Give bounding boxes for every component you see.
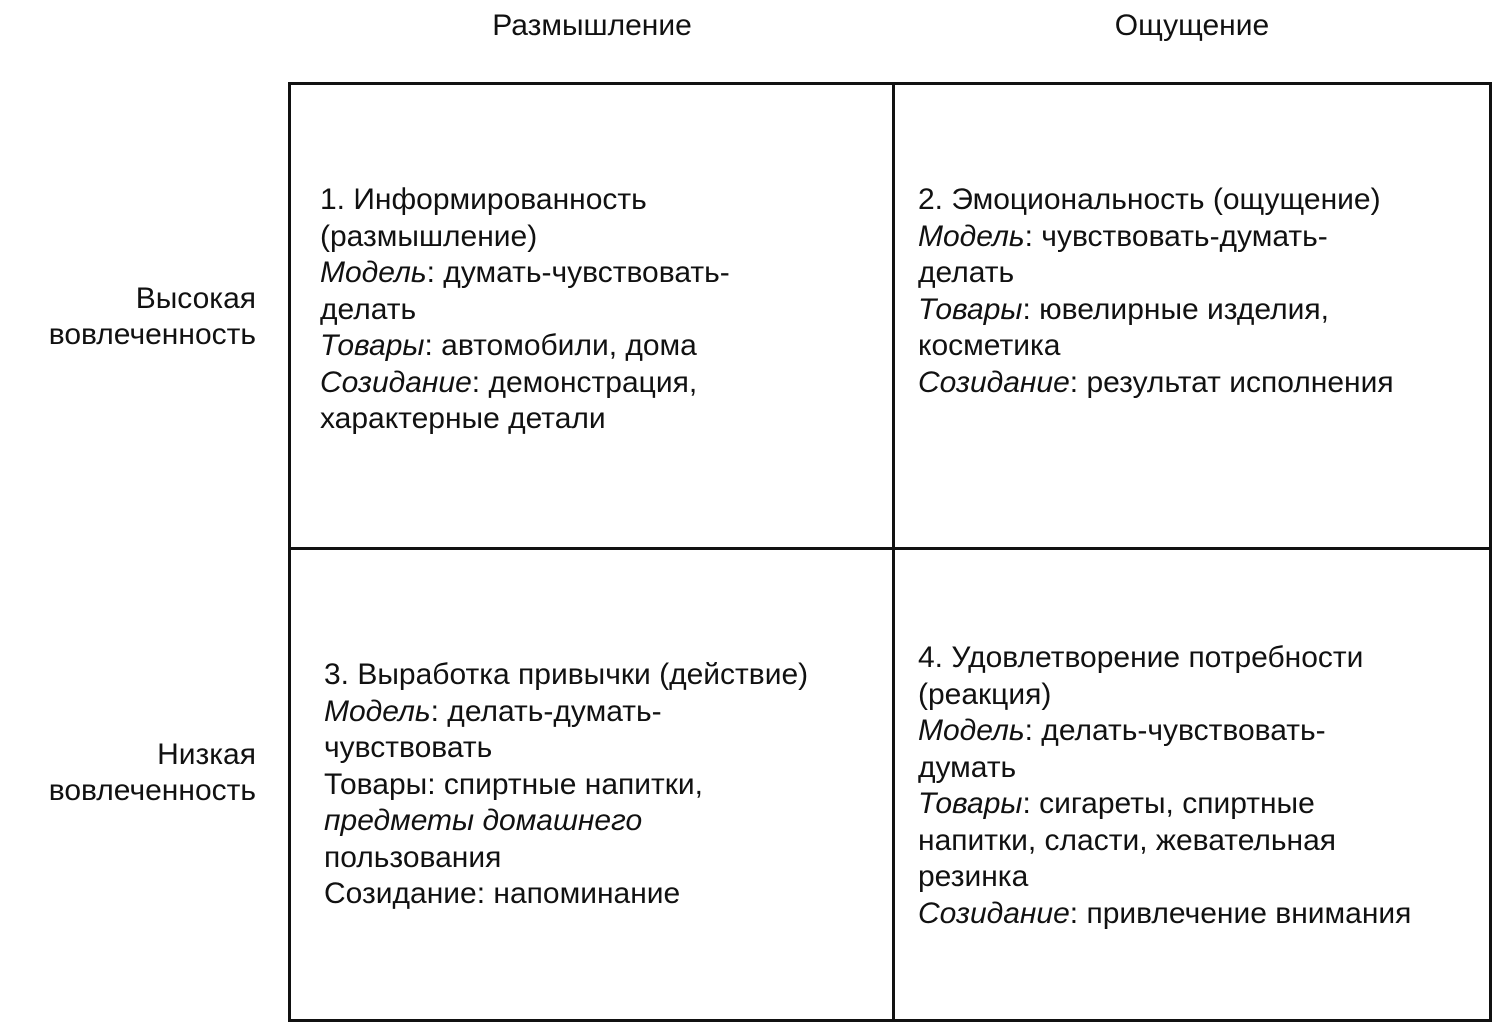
creation-label: Созидание xyxy=(918,896,1070,930)
goods-line xyxy=(918,292,1394,329)
goods-line-cont-italic: предметы домашнего xyxy=(324,804,643,837)
model-line xyxy=(918,713,1411,750)
creation-label: Созидание xyxy=(918,365,1070,399)
model-line-cont: делать xyxy=(320,292,417,326)
goods-line-cont-2: резинка xyxy=(918,860,1029,893)
model-line xyxy=(320,255,730,292)
model-line xyxy=(918,219,1394,256)
goods-label: Товары xyxy=(918,787,1023,820)
row-header-low-involvement xyxy=(49,737,256,809)
model-label: Модель xyxy=(918,219,1025,253)
row-header-low-line2: вовлеченность xyxy=(48,774,256,807)
creation-line: Созидание: напоминание xyxy=(324,877,681,910)
creation-value: : результат исполнения xyxy=(1069,365,1394,399)
quadrant-title-cont: (размышление) xyxy=(320,219,538,253)
goods-line-cont: косметика xyxy=(918,329,1061,362)
quadrant-title: 1. Информированность xyxy=(320,183,647,216)
goods-value: : автомобили, дома xyxy=(424,329,697,362)
creation-label: Созидание xyxy=(320,365,472,399)
column-header-thinking: Размышление xyxy=(492,9,692,42)
quadrant-informativeness xyxy=(320,182,730,438)
model-value: : думать-чувствовать- xyxy=(426,256,730,289)
quadrant-title: 3. Выработка привычки (действие) xyxy=(324,658,809,691)
model-value: : делать-чувствовать- xyxy=(1024,714,1326,747)
goods-line-cont xyxy=(324,803,808,840)
goods-line xyxy=(918,786,1411,823)
row-header-low-line1: Низкая xyxy=(157,738,256,771)
grid-horizontal-divider xyxy=(291,547,1489,550)
model-line-cont: чувствовать xyxy=(324,731,493,764)
goods-value: : ювелирные изделия, xyxy=(1022,292,1329,326)
column-header-feeling: Ощущение xyxy=(1114,9,1270,42)
creation-line xyxy=(918,896,1411,933)
goods-line xyxy=(320,328,730,365)
goods-label: Товары xyxy=(918,292,1023,326)
grid-vertical-divider xyxy=(892,85,895,1019)
model-label: Модель xyxy=(320,256,427,289)
creation-line xyxy=(918,365,1394,402)
creation-value: : привлечение внимания xyxy=(1069,896,1412,930)
quadrant-emotionality xyxy=(918,182,1394,401)
creation-value: : демонстрация, xyxy=(471,365,698,399)
quadrant-title: 4. Удовлетворение потребности xyxy=(918,641,1364,674)
goods-line-cont-2: пользования xyxy=(324,840,502,874)
quadrant-title: 2. Эмоциональность (ощущение) xyxy=(918,183,1381,216)
model-label: Модель xyxy=(918,714,1025,747)
goods-label: Товары xyxy=(320,329,425,362)
row-header-high-line2: вовлеченность xyxy=(48,318,256,351)
row-header-high-line1: Высокая xyxy=(135,282,256,315)
goods-value: : сигареты, спиртные xyxy=(1022,787,1315,820)
goods-line-cont: напитки, сласти, жевательная xyxy=(918,823,1337,857)
quadrant-need-satisfaction xyxy=(918,640,1411,932)
creation-line-cont: характерные детали xyxy=(320,402,606,435)
model-label: Модель xyxy=(324,694,431,728)
model-line xyxy=(324,694,808,731)
creation-line xyxy=(320,365,730,402)
model-line-cont: делать xyxy=(918,256,1015,289)
model-value: : чувствовать-думать- xyxy=(1024,219,1328,253)
quadrant-habit-formation xyxy=(324,657,808,913)
model-value: : делать-думать- xyxy=(430,694,662,728)
quadrant-title-cont: (реакция) xyxy=(918,677,1052,711)
goods-line: Товары: спиртные напитки, xyxy=(324,767,703,801)
model-line-cont: думать xyxy=(918,750,1017,784)
row-header-high-involvement xyxy=(49,281,256,353)
